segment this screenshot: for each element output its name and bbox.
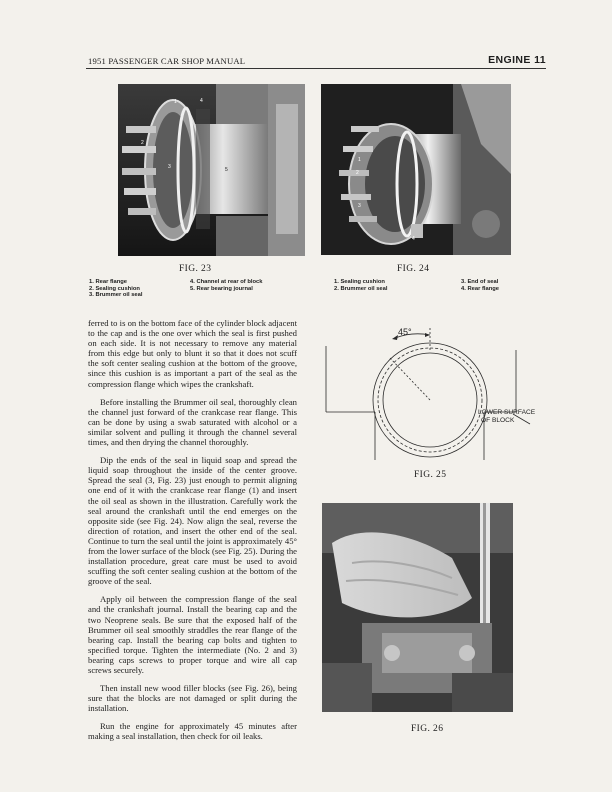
fig23-legend-item: 2. Sealing cushion [89,285,140,292]
fig25-note-line2: OF BLOCK [481,417,515,424]
body-paragraph: Before installing the Brummer oil seal, thoroughly clean the channel just forward of the crankcase rear flange. This can be done by using a swab saturated with alcohol or a similar solvent and pulling it through the channel several times, and then drying the channel thoroughly. [88,396,297,448]
header-title: 1951 PASSENGER CAR SHOP MANUAL [88,56,246,66]
body-paragraph: ferred to is on the bottom face of the cylinder block adjacent to the cap and is the one over which the seal is first pushed on each side. It is not necessary to remove any material from this edge but only to blunt it so that it does not scuff the soft center sealing cushion at the bottom of the groove, since this cushion is as important a part of the seal as the compression flange which wipes the crankshaft. [88,318,297,389]
fig23-callout-2: 2 [141,140,145,146]
header-rule [86,68,546,69]
header-section: ENGINE 11 [488,54,546,66]
body-text [88,318,297,750]
fig25-label: FIG. 25 [414,470,447,480]
fig24-legend-left [334,279,387,292]
fig24-legend-item: 2. Brummer oil seal [334,285,388,292]
fig23-photo [118,84,305,256]
fig23-legend-left [89,279,142,299]
fig26-photo [322,503,513,712]
fig23-legend-item: 3. Brummer oil seal [89,292,143,299]
body-paragraph: Then install new wood filler blocks (see Fig. 26), being sure that the blocks are not damaged or split during the installation. [88,683,297,714]
fig23-legend-item: 1. Rear flange [89,279,128,285]
body-paragraph: Run the engine for approximately 45 minutes after making a seal installation, then check for oil leaks. [88,721,297,742]
fig24-callout-3: 3 [358,203,362,209]
fig25-note-line1: LOWER SURFACE [478,409,536,416]
fig24-label: FIG. 24 [397,264,430,274]
fig23-callout-5: 5 [225,167,229,173]
fig25-angle: 45° [398,327,412,337]
fig24-legend-item: 4. Rear flange [461,285,500,292]
fig23-legend-item: 5. Rear bearing journal [190,285,253,292]
fig23-label: FIG. 23 [179,264,212,274]
fig23-callout-1: 1 [174,99,178,105]
fig24-callout-4: 4 [412,236,416,242]
fig24-legend-right [461,279,499,292]
fig23-callout-4: 4 [200,98,204,104]
fig24-photo [321,84,511,255]
body-paragraph: Dip the ends of the seal in liquid soap and spread the liquid soap throughout the inside of the center groove. Spread the seal (3, Fig. 23) just enough to permit aligning one end of it with the crankcase rear flange (1) and insert the oil seal as shown in the illustration. Carefully work the seal around the crankshaft until the end emerges on the opposite side (see Fig. 24). Now align the seal, reverse the direction of rotation, and insert the other end of the seal. Continue to turn the seal until the joint is approximately 45° from the lower surface of the block (see Fig. 25). During the installation procedure, great care must be used to avoid scuffing the soft center sealing cushion at the bottom of the groove of the seal. [88,455,297,587]
fig24-callout-1: 1 [358,157,362,163]
fig25-diagram [318,322,546,462]
fig24-legend-item: 3. End of seal [461,279,499,285]
fig23-legend-right [190,279,262,292]
fig24-legend-item: 1. Sealing cushion [334,279,385,285]
fig23-legend-item: 4. Channel at rear of block [190,279,263,285]
fig23-callout-3: 3 [168,164,172,170]
fig26-label: FIG. 26 [411,724,444,734]
body-paragraph: Apply oil between the compression flange of the seal and the crankshaft journal. Install the bearing cap and the two Neoprene seals. Be sure that the exposed half of the Brummer oil seal smoothly straddles the rear flange of the bearing cap. Install the bearing cap bolts and tighten to specified torque. Tighten the intermediate (No. 2 and 3) bearing caps screws to proper torque and wire all cap screws securely. [88,594,297,675]
fig24-callout-2: 2 [356,170,360,176]
